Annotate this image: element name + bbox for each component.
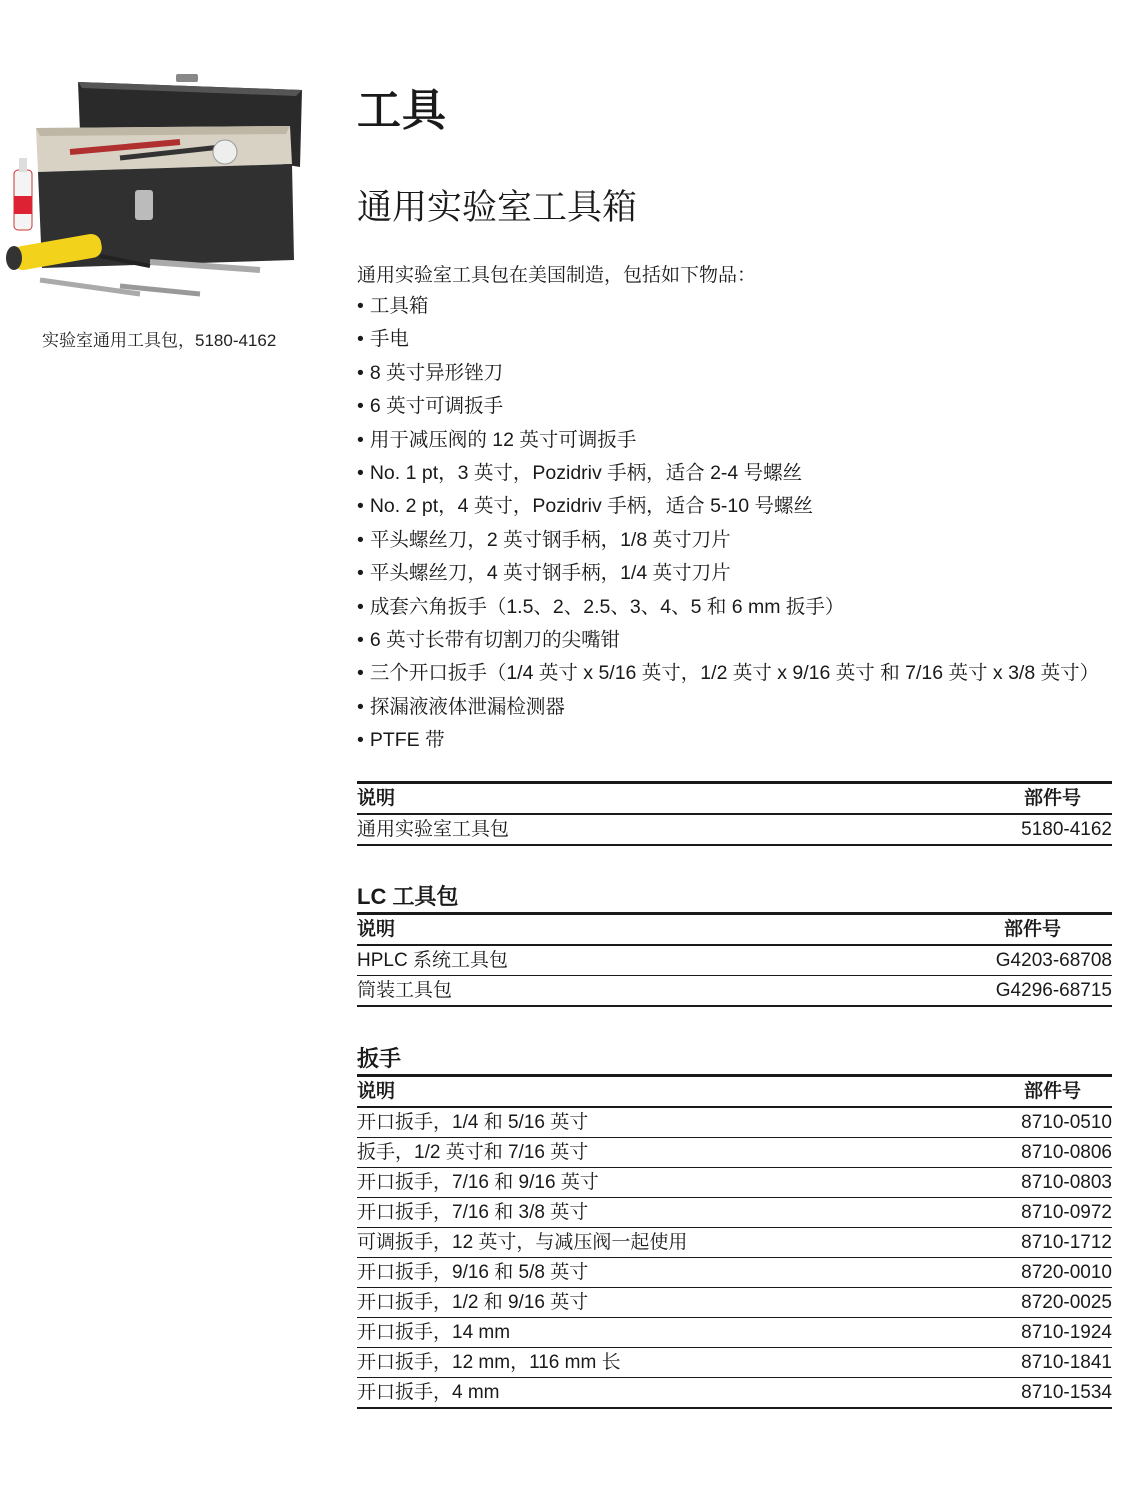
row-part-number: 8710-1924 — [1021, 1322, 1112, 1343]
row-description: 通用实验室工具包 — [357, 819, 510, 840]
list-item: • 工具箱 — [357, 290, 1099, 323]
image-caption: 实验室通用工具包，5180-4162 — [42, 331, 277, 350]
row-part-number: 8710-1534 — [1021, 1382, 1112, 1403]
table-row — [357, 1168, 1112, 1198]
row-description: 开口扳手，1/2 和 9/16 英寸 — [357, 1292, 589, 1313]
row-description: 开口扳手，7/16 和 3/8 英寸 — [357, 1202, 589, 1223]
intro-text: 通用实验室工具包在美国制造，包括如下物品： — [357, 265, 757, 286]
table-row — [357, 946, 1112, 976]
table-row — [357, 1198, 1112, 1228]
table-row — [357, 1318, 1112, 1348]
lc-toolkit-table — [357, 882, 1112, 1007]
row-part-number: G4203-68708 — [995, 950, 1112, 971]
row-part-number: 8710-0806 — [1021, 1142, 1112, 1163]
row-description: 开口扳手，4 mm — [357, 1382, 500, 1403]
row-part-number: 8720-0010 — [1021, 1262, 1112, 1283]
row-description: HPLC 系统工具包 — [357, 950, 508, 971]
list-item: • No. 2 pt，4 英寸，Pozidriv 手柄，适合 5-10 号螺丝 — [357, 490, 1099, 523]
table-header — [357, 1074, 1112, 1108]
row-part-number: 8710-0972 — [1021, 1202, 1112, 1223]
header-part-number: 部件号 — [1024, 788, 1082, 809]
row-description: 筒装工具包 — [357, 980, 453, 1001]
row-description: 开口扳手，7/16 和 9/16 英寸 — [357, 1172, 599, 1193]
table-row — [357, 976, 1112, 1007]
row-part-number: 5180-4162 — [1021, 819, 1112, 840]
header-part-number: 部件号 — [1004, 919, 1062, 940]
header-part-number: 部件号 — [1024, 1081, 1082, 1102]
contents-list — [357, 290, 1099, 757]
toolkit-table — [357, 781, 1112, 846]
list-item: • 6 英寸长带有切割刀的尖嘴钳 — [357, 624, 1099, 657]
header-description: 说明 — [357, 788, 396, 809]
header-description: 说明 — [357, 919, 396, 940]
table-row — [357, 1288, 1112, 1318]
list-item: • 平头螺丝刀，2 英寸钢手柄，1/8 英寸刀片 — [357, 524, 1099, 557]
table-row — [357, 1108, 1112, 1138]
row-description: 开口扳手，1/4 和 5/16 英寸 — [357, 1112, 589, 1133]
row-description: 扳手，1/2 英寸和 7/16 英寸 — [357, 1142, 589, 1163]
row-description: 开口扳手，12 mm，116 mm 长 — [357, 1352, 621, 1373]
list-item: • 用于减压阀的 12 英寸可调扳手 — [357, 424, 1099, 457]
list-item: • 平头螺丝刀，4 英寸钢手柄，1/4 英寸刀片 — [357, 557, 1099, 590]
table-row — [357, 1258, 1112, 1288]
table-row — [357, 1228, 1112, 1258]
list-item: • 6 英寸可调扳手 — [357, 390, 1099, 423]
section-title: LC 工具包 — [357, 884, 459, 909]
table-header — [357, 781, 1112, 815]
list-item: • 手电 — [357, 323, 1099, 356]
list-item: • No. 1 pt，3 英寸，Pozidriv 手柄，适合 2-4 号螺丝 — [357, 457, 1099, 490]
list-item: • 8 英寸异形锉刀 — [357, 357, 1099, 390]
table-row — [357, 1378, 1112, 1409]
row-part-number: 8720-0025 — [1021, 1292, 1112, 1313]
list-item: • 三个开口扳手（1/4 英寸 x 5/16 英寸，1/2 英寸 x 9/16 英寸 和 7/16 英寸 x 3/8 英寸） — [357, 657, 1099, 690]
row-part-number: G4296-68715 — [995, 980, 1112, 1001]
row-part-number: 8710-1841 — [1021, 1352, 1112, 1373]
row-description: 开口扳手，14 mm — [357, 1322, 511, 1343]
page-title: 工具 — [357, 86, 447, 135]
row-description: 可调扳手，12 英寸，与减压阀一起使用 — [357, 1232, 688, 1253]
table-row — [357, 1138, 1112, 1168]
table-header — [357, 912, 1112, 946]
header-description: 说明 — [357, 1081, 396, 1102]
row-part-number: 8710-0510 — [1021, 1112, 1112, 1133]
wrenches-table — [357, 1044, 1112, 1409]
row-part-number: 8710-0803 — [1021, 1172, 1112, 1193]
table-row — [357, 1348, 1112, 1378]
list-item: • 成套六角扳手（1.5、2、2.5、3、4、5 和 6 mm 扳手） — [357, 591, 1099, 624]
row-part-number: 8710-1712 — [1021, 1232, 1112, 1253]
row-description: 开口扳手，9/16 和 5/8 英寸 — [357, 1262, 589, 1283]
table-row — [357, 815, 1112, 846]
list-item: • 探漏液液体泄漏检测器 — [357, 691, 1099, 724]
list-item: • PTFE 带 — [357, 724, 1099, 757]
section-title: 扳手 — [357, 1046, 402, 1071]
toolkit-photo — [0, 72, 310, 312]
product-title: 通用实验室工具箱 — [357, 188, 638, 227]
